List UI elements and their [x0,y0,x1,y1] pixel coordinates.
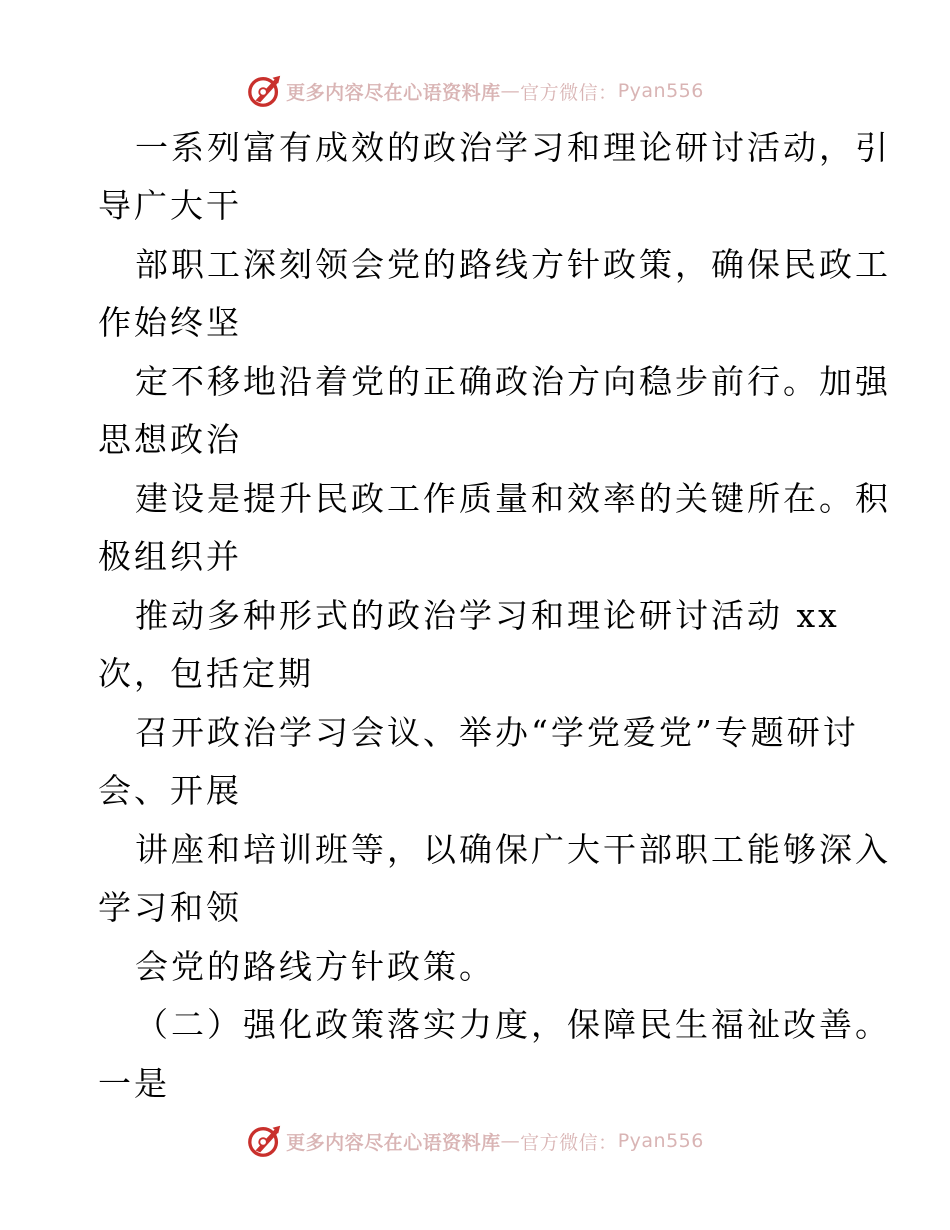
watermark-main-text: 更多内容尽在心语资料库 [286,1131,501,1154]
body-line: 会、开展 [98,771,242,810]
quill-pen-logo-icon [246,1122,284,1160]
body-line: 一是 [98,1064,170,1103]
body-line: 次，包括定期 [98,654,314,693]
body-line: 推动多种形式的政治学习和理论研讨活动 xx [135,596,840,635]
watermark-wechat-id: Pyan556 [617,1130,704,1152]
watermark-wechat-label: 官方微信： [520,1131,618,1154]
watermark-dash: — [500,1130,521,1152]
quill-pen-logo-icon [246,72,284,110]
body-line: 一系列富有成效的政治学习和理论研讨活动，引 [135,128,891,167]
body-line: （二）强化政策落实力度，保障民生福祉改善。 [135,1005,891,1044]
watermark-dash: — [500,80,521,102]
watermark-wechat-id: Pyan556 [617,80,704,102]
body-line: 部职工深刻领会党的路线方针政策，确保民政工 [135,245,891,284]
body-line: 定不移地沿着党的正确政治方向稳步前行。加强 [135,362,891,401]
body-line: 思想政治 [98,420,242,459]
body-line: 建设是提升民政工作质量和效率的关键所在。积 [135,479,891,518]
watermark-main-text: 更多内容尽在心语资料库 [286,81,501,104]
footer-watermark [0,1121,950,1161]
body-line: 极组织并 [98,537,242,576]
body-line: 会党的路线方针政策。 [135,947,495,986]
body-line: 导广大干 [98,186,242,225]
body-line: 讲座和培训班等，以确保广大干部职工能够深入 [135,830,891,869]
body-line: 召开政治学习会议、举办“学党爱党”专题研讨 [135,713,859,752]
watermark-wechat-label: 官方微信： [520,81,618,104]
header-watermark [0,71,950,111]
body-line: 学习和领 [98,888,242,927]
body-line: 作始终坚 [98,303,242,342]
